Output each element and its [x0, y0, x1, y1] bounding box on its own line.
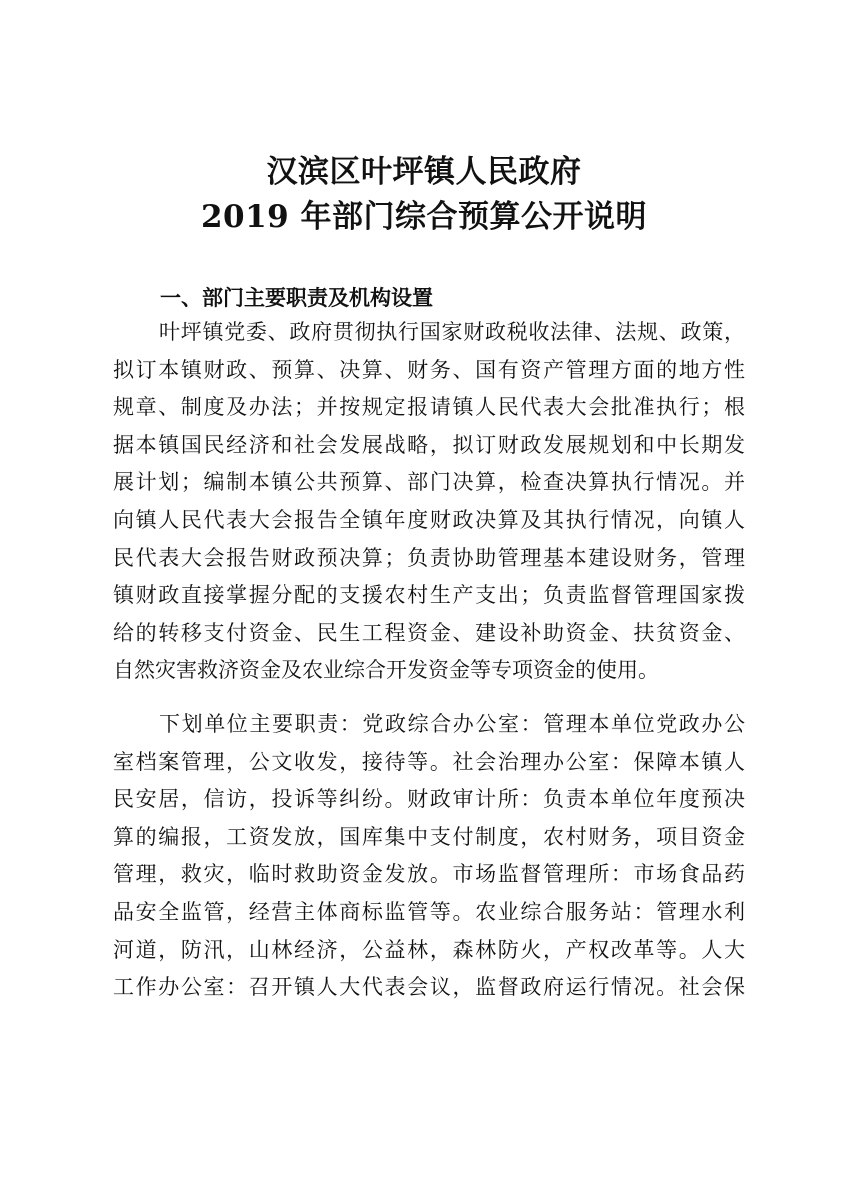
paragraph-line: 算的编报，工资发放，国库集中支付制度，农村财务，项目资金: [113, 824, 745, 849]
paragraph-subunits: [113, 706, 745, 1007]
paragraph-line: 镇财政直接掌握分配的支援农村生产支出；负责监督管理国家拨: [113, 583, 745, 608]
paragraph-line: 河道，防汛，山林经济，公益林，森林防火，产权改革等。人大: [113, 937, 745, 962]
paragraph-line: 展计划；编制本镇公共预算、部门决算，检查决算执行情况。并: [113, 470, 745, 495]
paragraph-line: 给的转移支付资金、民生工程资金、建设补助资金、扶贫资金、: [113, 620, 745, 645]
paragraph-line: 室档案管理，公文收发，接待等。社会治理办公室：保障本镇人: [113, 749, 745, 774]
document-title-line2: 2019 年部门综合预算公开说明: [200, 199, 648, 235]
paragraph-line: 管理，救灾，临时救助资金发放。市场监督管理所：市场食品药: [113, 862, 745, 887]
paragraph-line: 据本镇国民经济和社会发展战略，拟订财政发展规划和中长期发: [113, 432, 745, 457]
paragraph-line: 民安居，信访，投诉等纠纷。财政审计所：负责本单位年度预决: [113, 787, 745, 812]
paragraph-line: 拟订本镇财政、预算、决算、财务、国有资产管理方面的地方性: [113, 357, 745, 382]
paragraph-line: 品安全监管，经营主体商标监管等。农业综合服务站：管理水利: [113, 899, 745, 924]
section-heading: 一、部门主要职责及机构设置: [160, 286, 433, 310]
paragraph-line: 规章、制度及办法；并按规定报请镇人民代表大会批准执行；根: [113, 395, 745, 420]
document-title-line1: 汉滨区叶坪镇人民政府: [266, 154, 582, 190]
paragraph-line: 向镇人民代表大会报告全镇年度财政决算及其执行情况，向镇人: [113, 507, 745, 532]
paragraph-line: 叶坪镇党委、政府贯彻执行国家财政税收法律、法规、政策，: [159, 320, 745, 344]
paragraph-line: 工作办公室：召开镇人大代表会议，监督政府运行情况。社会保: [113, 975, 745, 1000]
paragraph-duties: [113, 314, 745, 690]
paragraph-line: 下划单位主要职责：党政综合办公室：管理本单位党政办公: [159, 712, 745, 736]
paragraph-line: 自然灾害救济资金及农业综合开发资金等专项资金的使用。: [113, 658, 659, 683]
paragraph-line: 民代表大会报告财政预决算；负责协助管理基本建设财务，管理: [113, 545, 745, 570]
